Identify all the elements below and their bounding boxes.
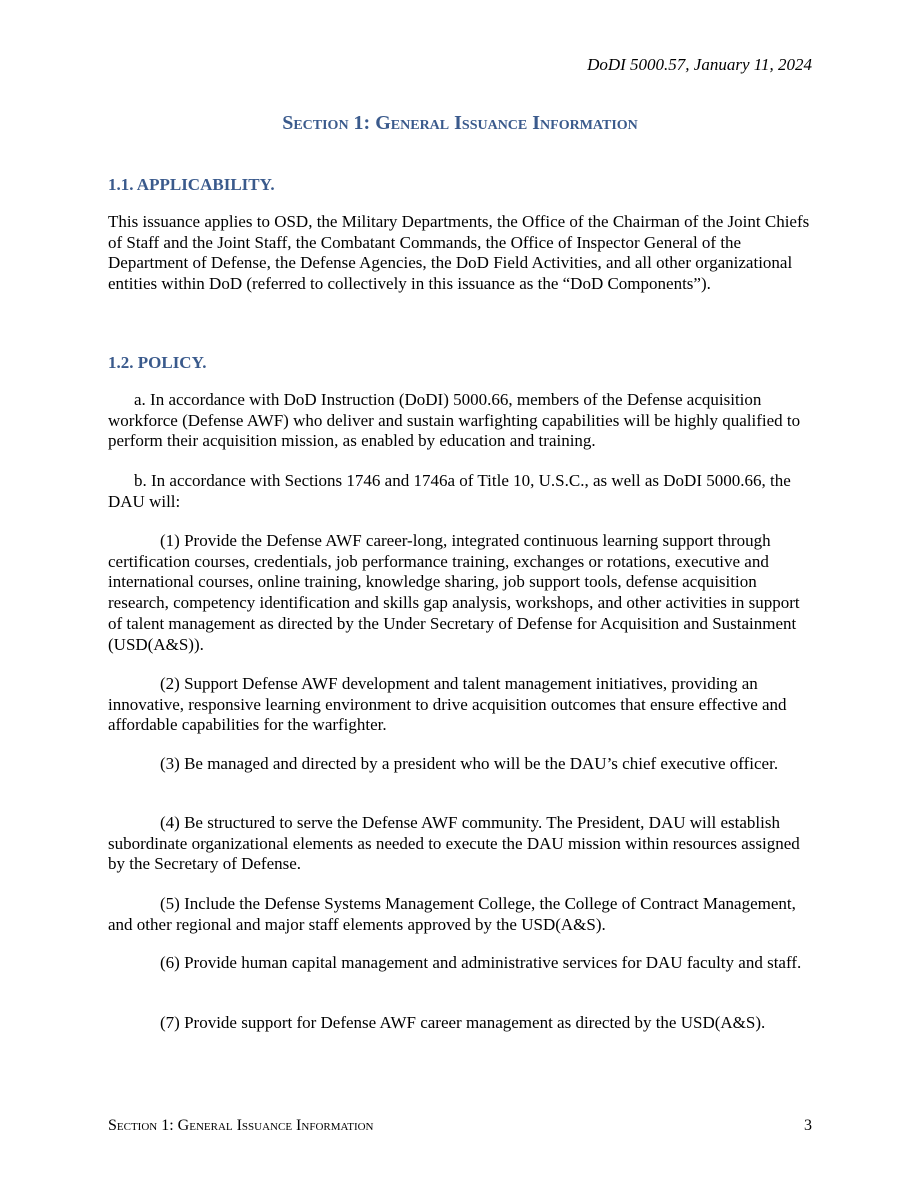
policy-item-text: (2) Support Defense AWF development and talent management initiatives, providing an innovative, responsive learning environment to drive acquisition outcomes that ensure effective and affordable capabilities for the warfighter. <box>108 674 787 735</box>
policy-item-6 <box>108 953 814 974</box>
policy-paragraph-a <box>108 390 814 452</box>
policy-item-2 <box>108 674 814 736</box>
document-reference: DoDI 5000.57, January 11, 2024 <box>587 55 812 74</box>
policy-item-text: (3) Be managed and directed by a president who will be the DAU’s chief executive officer. <box>160 754 779 773</box>
policy-item-5 <box>108 894 814 935</box>
applicability-paragraph <box>108 212 814 295</box>
policy-item-3 <box>108 754 814 775</box>
policy-paragraph-b <box>108 471 814 512</box>
policy-b-text: b. In accordance with Sections 1746 and 1746a of Title 10, U.S.C., as well as DoDI 5000.66, the DAU will: <box>108 471 791 511</box>
policy-item-text: (1) Provide the Defense AWF career-long, integrated continuous learning support through certification courses, credentials, job performance training, exchanges or rotations, executive and international courses, online training, knowledge sharing, job support tools, defense acquisition research, competency identification and skills gap analysis, workshops, and other activities in support of talent management as directed by the Under Secretary of Defense for Acquisition and Sustainment (USD(A&S)). <box>108 531 800 654</box>
policy-heading: 1.2. POLICY. <box>108 353 207 372</box>
footer-page-number: 3 <box>804 1117 812 1134</box>
policy-item-text: (4) Be structured to serve the Defense AWF community. The President, DAU will establish subordinate organizational elements as needed to execute the DAU mission within resources assigned by the Secretary of Defense. <box>108 813 800 874</box>
policy-item-4 <box>108 813 814 875</box>
policy-a-text: a. In accordance with DoD Instruction (DoDI) 5000.66, members of the Defense acquisition workforce (Defense AWF) who deliver and sustain warfighting capabilities will be highly qualified to perform their acquisition mission, as enabled by education and training. <box>108 390 801 451</box>
applicability-heading: 1.1. APPLICABILITY. <box>108 175 275 194</box>
policy-item-text: (5) Include the Defense Systems Management College, the College of Contract Management, and other regional and major staff elements approved by the USD(A&S). <box>108 894 796 934</box>
footer-section-label: Section 1: General Issuance Information <box>108 1117 374 1134</box>
policy-item-text: (7) Provide support for Defense AWF career management as directed by the USD(A&S). <box>160 1013 766 1032</box>
policy-item-1 <box>108 531 814 655</box>
applicability-text: This issuance applies to OSD, the Military Departments, the Office of the Chairman of the Joint Chiefs of Staff and the Joint Staff, the Combatant Commands, the Office of Inspector General of the Department of Defense, the Defense Agencies, the DoD Field Activities, and all other organizational entities within DoD (referred to collectively in this issuance as the “DoD Components”). <box>108 212 810 294</box>
section-title: Section 1: General Issuance Information <box>282 112 638 134</box>
policy-item-text: (6) Provide human capital management and administrative services for DAU faculty and staff. <box>160 953 802 972</box>
policy-item-7 <box>108 1013 814 1034</box>
